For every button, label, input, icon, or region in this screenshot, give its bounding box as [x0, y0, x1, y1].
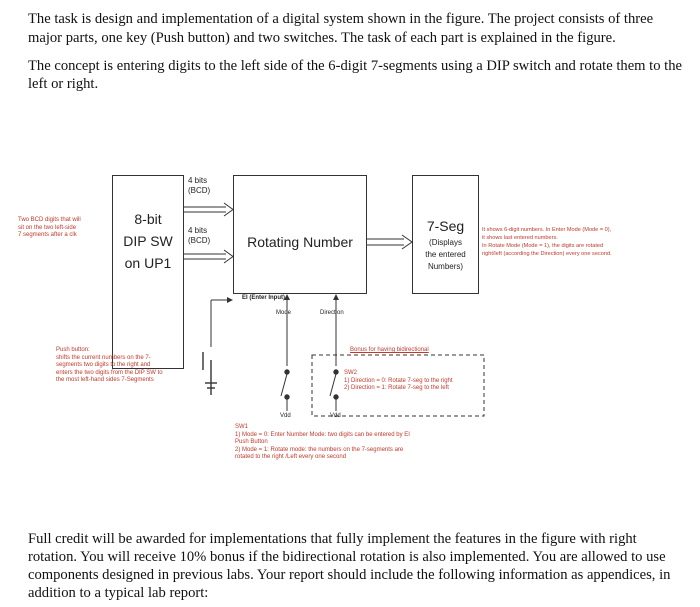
outro-line-2: rotation. You will receive 10% bonus if the bidirectional rotation is also implemented. You are allowed to use: [28, 549, 666, 565]
bus-label-top: 4 bits (BCD): [188, 176, 211, 195]
outro-line-3: components designed in previous labs. Your report should include the following information as appendices, in: [28, 567, 671, 583]
ei-label: EI (Enter Input): [242, 295, 285, 301]
left-note: Two BCD digits that will sit on the two left-side 7 segments after a clk: [18, 217, 81, 238]
ei-wire: [211, 300, 232, 347]
bus-label-bottom: 4 bits (BCD): [188, 226, 211, 245]
bus-arrow-bottom: [184, 250, 233, 263]
dip-box-line-1: 8-bit: [134, 211, 162, 227]
intro-line-3: The concept is entering digits to the left side of the 6-digit 7-segments using a DIP switch and rotate them to the: [28, 58, 683, 74]
direction-wire: [330, 295, 338, 411]
outro-line-4: addition to a typical lab report:: [28, 585, 209, 601]
sw2-note: SW2 1) Direction = 0: Rotate 7-seg to the right 2) Direction = 1: Rotate 7-seg to the left: [344, 370, 453, 391]
intro-line-4: left or right.: [28, 76, 99, 92]
seven-seg-sub: (Displays the entered Numbers): [425, 238, 466, 271]
push-button-note: Push button: shifts the current numbers on the 7- segments two digits to the right and enters the two digits from the DIP SW to the most left-hand sides 7-Segments: [56, 347, 163, 383]
bonus-label: Bonus for having bidirectional: [350, 347, 429, 353]
outro-line-1: Full credit will be awarded for implementations that fully implement the features in the figure with right: [28, 531, 637, 547]
right-note: It shows 6-digit numbers. In Enter Mode (Mode = 0), it shows last entered numbers. In Rotate Mode (Mode = 1), the digits are rotated right/left (according the Direction) every one second.: [482, 227, 612, 257]
intro-line-2: major parts, one key (Push button) and two switches. The task of each part is explained in the figure.: [28, 30, 616, 46]
direction-label: Direction: [320, 310, 344, 316]
bus-arrow-output: [367, 235, 412, 249]
mode-label: Mode: [276, 310, 292, 316]
sw1-note: SW1 1) Mode = 0: Enter Number Mode: two digits can be entered by EI Push Button 2) Mode = 1: Rotate mode: the numbers on the 7-segments are rotated to the right /Left every one second: [235, 424, 410, 460]
dip-box-line-3: on UP1: [124, 255, 172, 271]
intro-line-1: The task is design and implementation of a digital system shown in the figure. The project consists of three: [28, 11, 654, 27]
vdd-label-direction: Vdd: [330, 413, 341, 419]
bonus-dashed-box: [312, 355, 484, 416]
mode-wire: [281, 295, 289, 411]
vdd-label-mode: Vdd: [280, 413, 291, 419]
dip-box-line-2: DIP SW: [123, 233, 173, 249]
seven-seg-title: 7-Seg: [426, 218, 465, 234]
push-button-symbol: [203, 352, 217, 395]
bus-arrow-top: [184, 203, 233, 216]
rotating-number-label: Rotating Number: [247, 234, 353, 250]
